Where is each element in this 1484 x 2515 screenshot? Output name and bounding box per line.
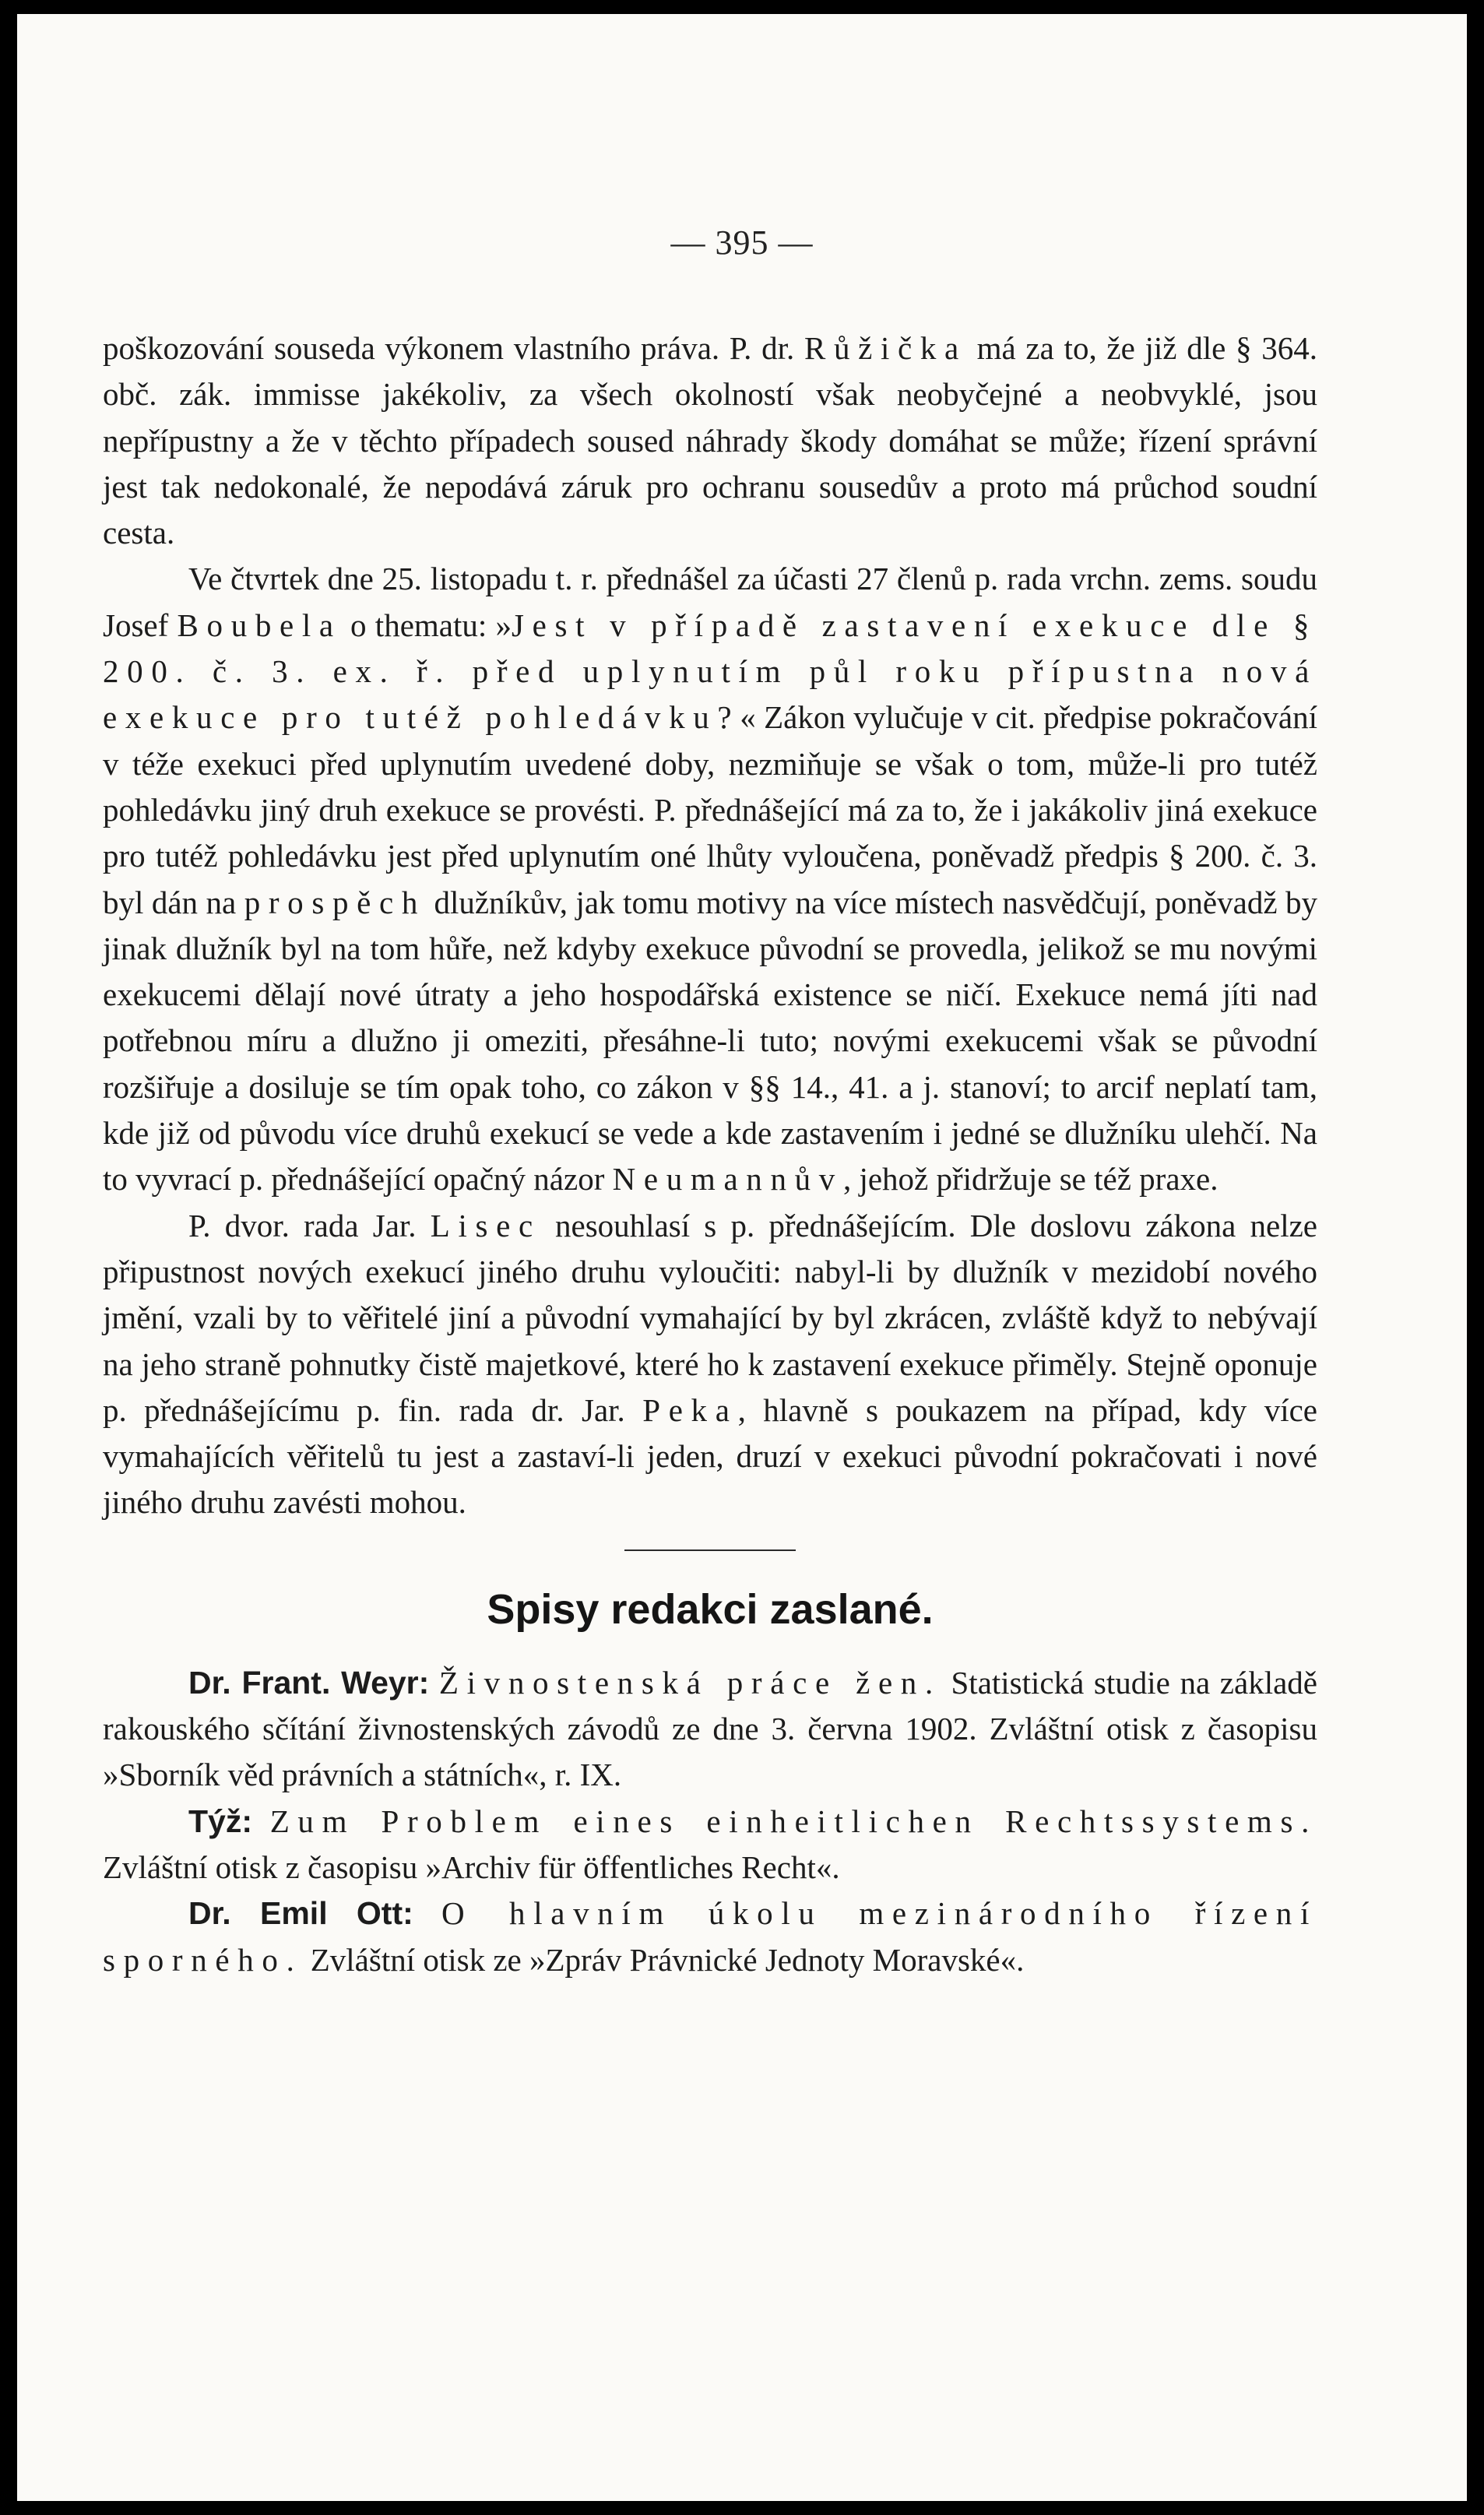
text-run: Ve čtvrtek dne 25. listopadu t. r. přednášel za účasti 27 členů p. rada vrchn. zems. soudu Josef <box>103 561 1317 643</box>
text-run: , hlavně s poukazem na případ, kdy více vymahajících věřitelů tu jest a zastaví-li jeden, druzí v exekuci původní pokračovati i nové jiného druhu zavésti mohou. <box>103 1391 1318 1521</box>
text-run: « Zákon vylučuje v cit. předpise pokračování v téže exekuci před uplynutím uvedené doby, nezmiňuje se však o tom, může-li pro tutéž pohledávku jiný druh exekuce se provésti. P. přednášející má za to, že i jakákoliv jiná exekuce pro tutéž pohledávku jest před uplynutím oné lhůty vyloučena, poněvadž předpis § 200. č. 3. byl dán na <box>103 699 1318 920</box>
paragraph-lecture <box>103 556 1317 1202</box>
section-divider <box>624 1549 796 1551</box>
text-run: má za to, že již dle § 364. obč. zák. immisse jakékoliv, za všech okolností však neobyčejné a neobvyklé, jsou nepřípustny a že v těchto případech soused náhrady škody domáhat se může; řízení správní jest tak nedokonalé, že nepodává záruk pro ochranu sousedův a proto má průchod soudní cesta. <box>103 330 1317 551</box>
text-run: , jehož přidržuje se též praxe. <box>842 1161 1218 1198</box>
text-run: nesouhlasí s p. přednášejícím. Dle doslovu zákona nelze připustnost nových exekucí jiného druhu vyloučiti: nabyl-li by dlužník v mezidobí nového jmění, vzali by to věřitelé jiní a původní vymahající by byl zkrácen, zvláště když to nebývají na jeho straně pohnutky čistě majetkové, které ho k zastavení exekuce přiměly. Stejně oponuje p. přednášejícímu p. fin. rada dr. Jar. <box>103 1207 1317 1428</box>
emphasis: prospěch <box>244 884 426 920</box>
section-heading: Spisy redakci zaslané. <box>487 1585 934 1633</box>
lecture-title: Jest v případě zastavení exekuce dle § 200. č. 3. ex. ř. před uplynutím půl roku přípustna nová exekuce pro tutéž pohledávku? <box>103 607 1317 736</box>
entry-title: Zum Problem eines einheitlichen Rechtssystems. <box>269 1803 1317 1839</box>
book-entry <box>103 1891 1317 1983</box>
text-run: P. dvor. rada Jar. <box>188 1207 431 1243</box>
book-entry <box>103 1660 1317 1799</box>
person-name: Neumannův <box>612 1161 843 1198</box>
text-run: dlužníkův, jak tomu motivy na více místech nasvědčují, poněvadž by jinak dlužník byl na tom hůře, než kdyby exekuce původní se provedla, jelikož se mu novými exekucemi dělají nové útraty a jeho hospodářská existence se ničí. Exekuce nemá jíti nad potřebnou míru a dlužno ji omeziti, přesáhne-li tuto; novými exekucemi však se původní rozšiřuje a dosiluje se tím opak toho, co zákon v §§ 14., 41. a j. stanoví; to arcif neplatí tam, kde již od původu více druhů exekucí se vede a kde zastavením i jedné se dlužníku ulehčí. Na to vyvrací p. přednášející opačný názor <box>103 884 1317 1198</box>
entry-title: Živnostenská práce žen. <box>438 1664 941 1701</box>
text-run: o thematu: » <box>341 607 512 643</box>
person-name: Lisec <box>430 1207 541 1243</box>
entry-description: Statistická studie na základě rakouského sčítání živnostenských závodů ze dne 3. června 1902. Zvláštní otisk z časopisu »Sborník věd právních a státních«, r. IX. <box>103 1664 1317 1793</box>
paragraph-ruzicka <box>103 325 1317 556</box>
person-name: Boubela <box>177 607 342 643</box>
paragraph-discussion <box>103 1203 1317 1526</box>
entry-author: Dr. Emil Ott: <box>188 1895 413 1932</box>
entry-author: Týž: <box>188 1803 252 1839</box>
book-entry <box>103 1799 1317 1891</box>
entry-description: Zvláštní otisk z časopisu »Archiv für öffentliches Recht«. <box>103 1848 840 1885</box>
entry-author: Dr. Frant. Weyr: <box>188 1664 430 1701</box>
entry-description: Zvláštní otisk ze »Zpráv Právnické Jednoty Moravské«. <box>302 1941 1025 1978</box>
text-run: poškozování souseda výkonem vlastního práva. P. dr. <box>103 330 804 366</box>
entry-title: O hlavním úkolu mezinárodního řízení sporného. <box>103 1895 1317 1978</box>
book-page <box>17 14 1467 2501</box>
page-number: — 395 — <box>670 223 814 262</box>
person-name: Peka <box>642 1391 738 1428</box>
page-body <box>103 325 1317 1983</box>
person-name: Růžička <box>804 330 967 366</box>
